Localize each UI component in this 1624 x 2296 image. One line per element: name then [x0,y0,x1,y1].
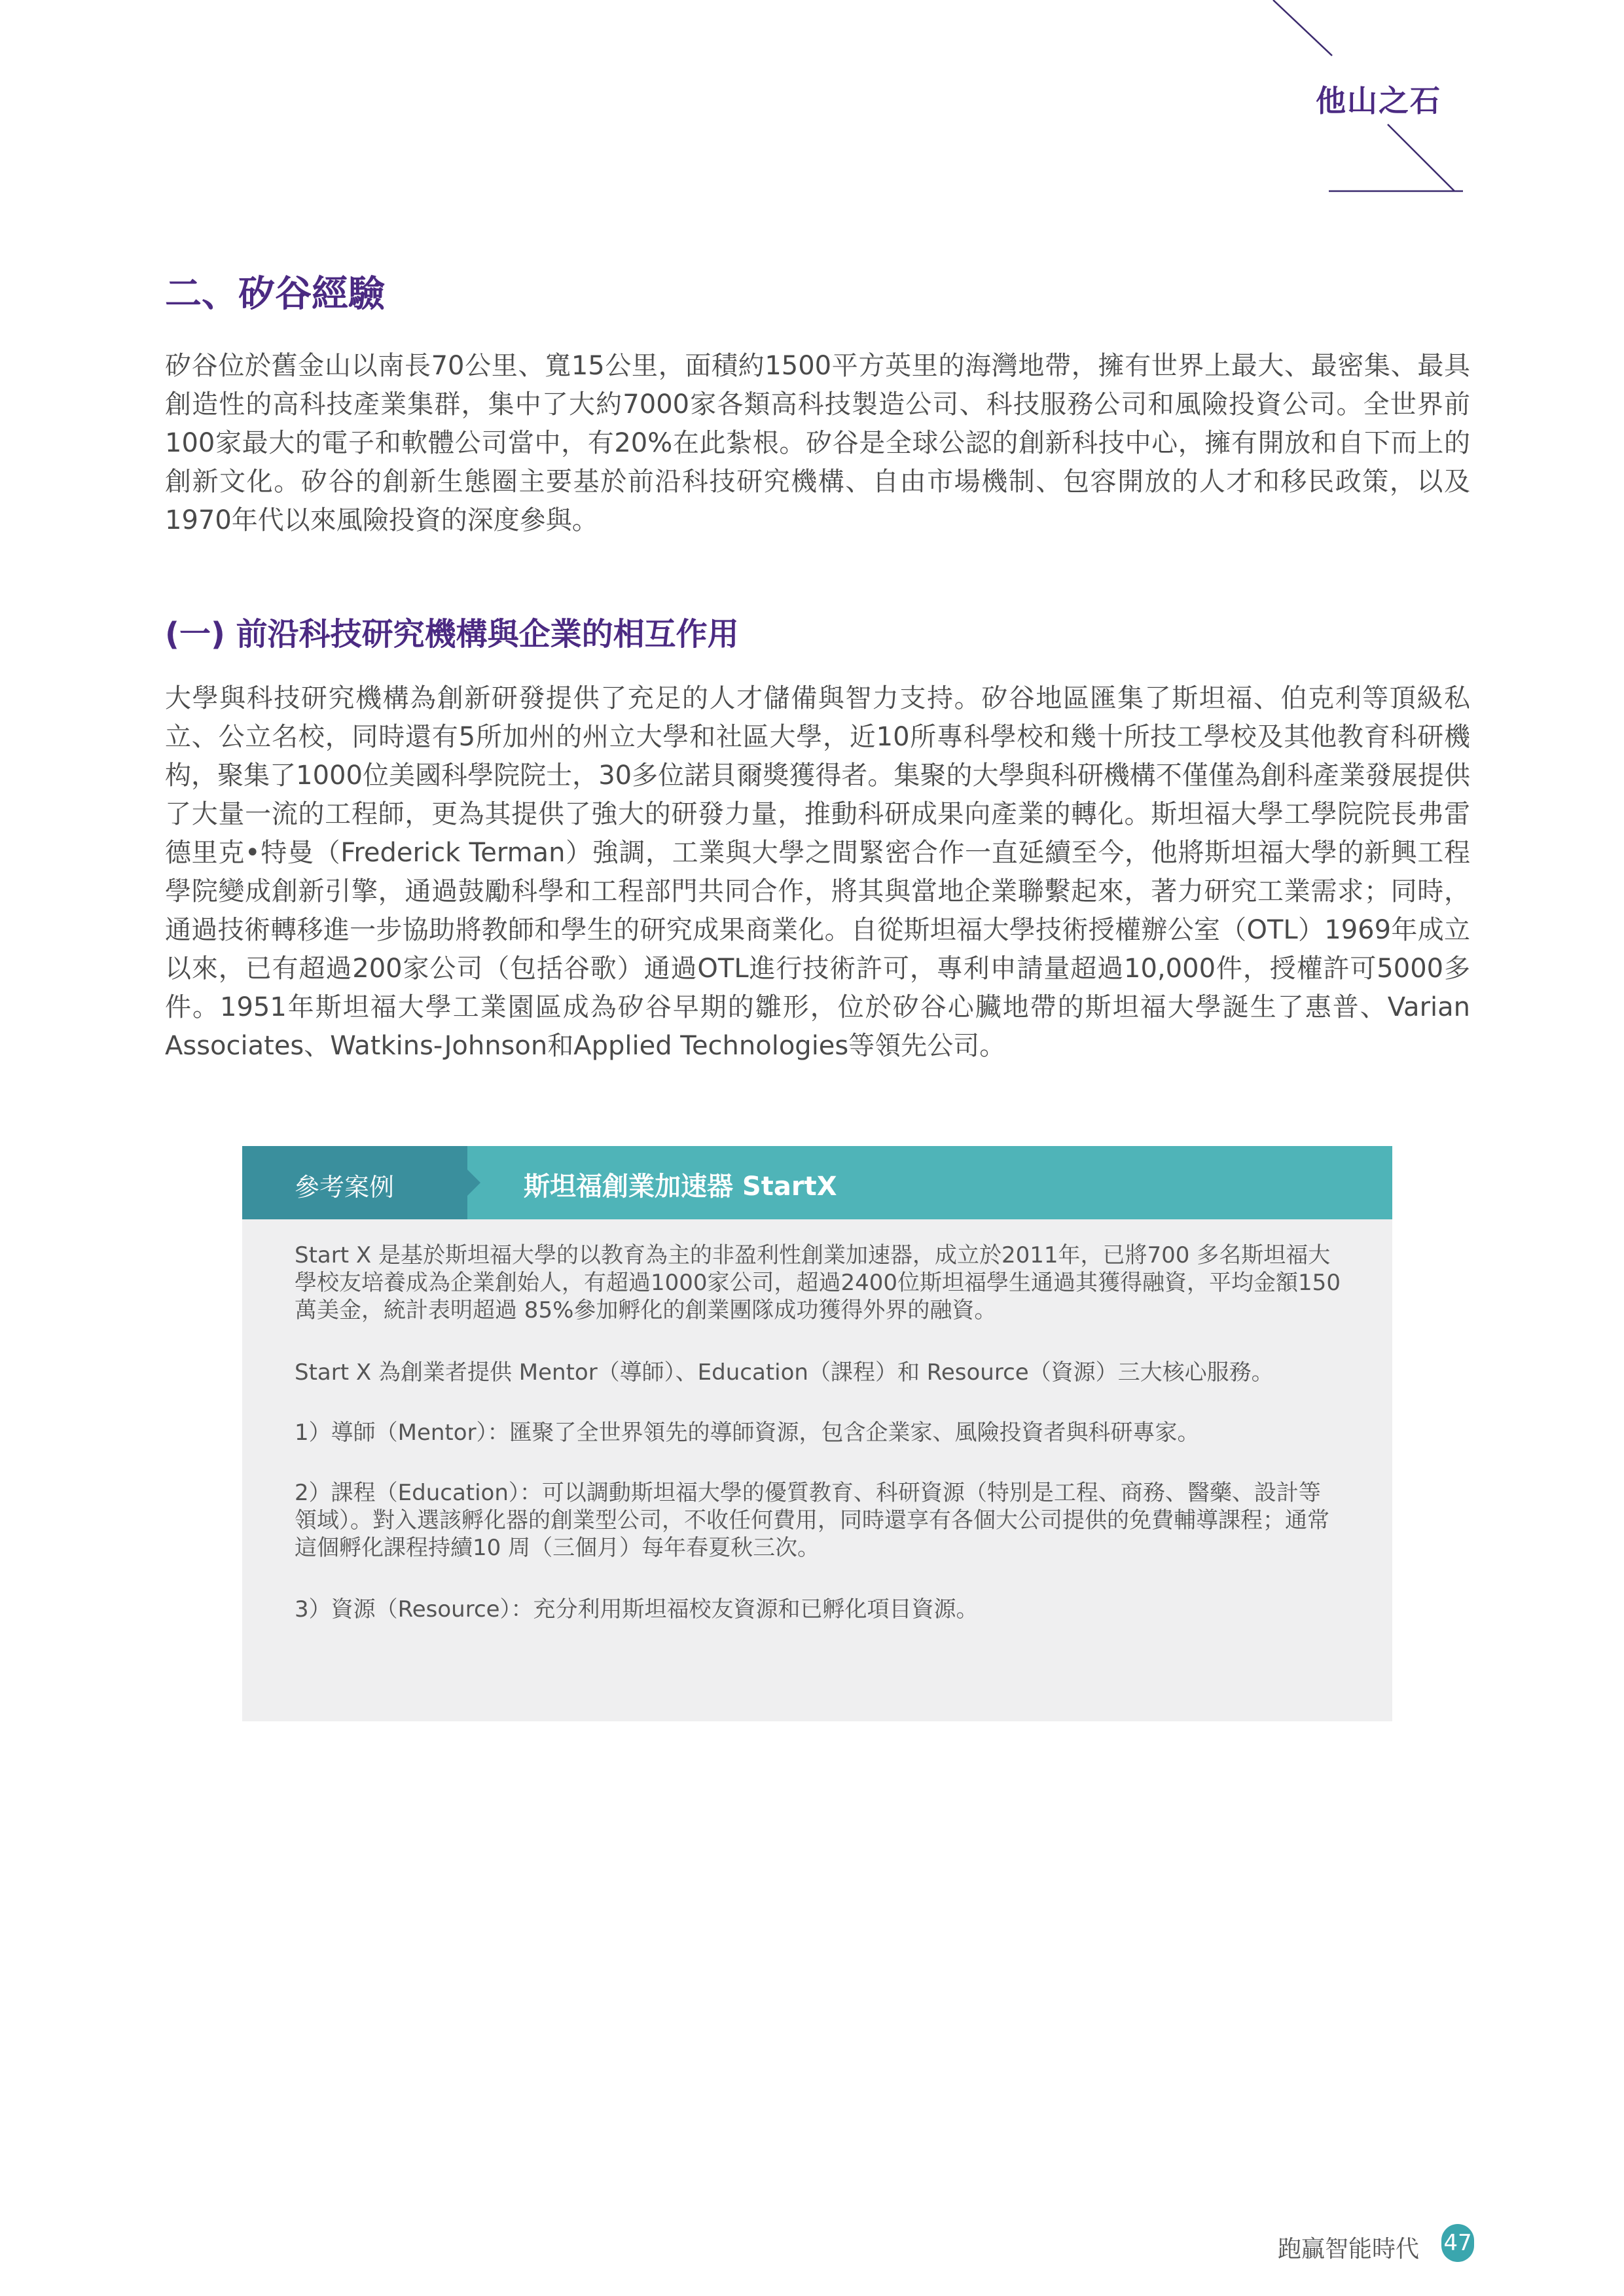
case-paragraph-education: 2）課程（Education）：可以調動斯坦福大學的優質教育、科研資源（特別是工程、商務、醫藥、設計等領域）。對入選該孵化器的創業型公司，不收任何費用，同時還享有各個大公司提供的免費輔導課程；通常這個孵化課程持續10 周（三個月）每年春夏秋三次。 [295,1480,1329,1561]
case-tag [242,1146,467,1219]
case-header-bar [242,1146,1392,1219]
case-tag-label: 參考案例 [295,1173,395,1202]
deco-line-top [1273,0,1332,56]
subsection-title: (一) 前沿科技研究機構與企業的相互作用 [165,616,739,653]
case-tag-arrow-icon [467,1170,480,1196]
deco-line-bottom [1388,124,1454,191]
section-label: 他山之石 [1316,83,1441,118]
case-paragraph-mentor: 1）導師（Mentor）：匯聚了全世界領先的導師資源，包含企業家、風險投資者與科研專家。 [295,1420,1200,1446]
reference-case-box [242,1146,1392,1721]
case-paragraph-overview: Start X 是基於斯坦福大學的以教育為主的非盈利性創業加速器，成立於2011年，已將700 多名斯坦福大學校友培養成為企業創始人，有超過1000家公司，超過2400位斯坦福學生通過其獲得融資，平均金額150 萬美金，統計表明超過 85%參加孵化的創業團隊成功獲得外界的融資。 [295,1242,1341,1323]
footer-publication-title: 跑贏智能時代 [1278,2236,1420,2263]
case-paragraph-services: Start X 為創業者提供 Mentor（導師）、Education（課程）和 Resource（資源）三大核心服務。 [295,1359,1274,1386]
case-paragraph-resource: 3）資源（Resource）：充分利用斯坦福校友資源和已孵化項目資源。 [295,1596,979,1623]
page-number-badge: 47 [1441,2224,1474,2262]
intro-paragraph: 矽谷位於舊金山以南長70公里、寬15公里，面積約1500平方英里的海灣地帶，擁有世界上最大、最密集、最具創造性的高科技產業集群，集中了大約7000家各類高科技製造公司、科技服務公司和風險投資公司。全世界前100家最大的電子和軟體公司當中，有20%在此紮根。矽谷是全球公認的創新科技中心，擁有開放和自下而上的創新文化。矽谷的創新生態圈主要基於前沿科技研究機構、自由市場機制、包容開放的人才和移民政策，以及1970年代以來風險投資的深度參與。 [165,351,1470,535]
body-paragraph: 大學與科技研究機構為創新研發提供了充足的人才儲備與智力支持。矽谷地區匯集了斯坦福、伯克利等頂級私立、公立名校，同時還有5所加州的州立大學和社區大學，近10所專科學校和幾十所技工學校及其他教育科研機构，聚集了1000位美國科學院院士，30多位諾貝爾獎獲得者。集聚的大學與科研機構不僅僅為創科產業發展提供了大量一流的工程師，更為其提供了強大的研發力量，推動科研成果向產業的轉化。斯坦福大學工學院院長弗雷德里克•特曼（Frederick Terman）強調，工業與大學之間緊密合作一直延續至今，他將斯坦福大學的新興工程學院變成創新引擎，通過鼓勵科學和工程部門共同合作，將其與當地企業聯繫起來，著力研究工業需求；同時，通過技術轉移進一步協助將教師和學生的研究成果商業化。自從斯坦福大學技術授權辦公室（OTL）1969年成立以來，已有超過200家公司（包括谷歌）通過OTL進行技術許可，專利申請量超過10,000件，授權許可5000多件。1951年斯坦福大學工業園區成為矽谷早期的雛形，位於矽谷心臟地帶的斯坦福大學誕生了惠普、Varian Associates、Watkins-Johnson和Applied Technologies等領先公司。 [165,683,1470,1061]
section-title: 二、矽谷經驗 [165,273,385,315]
case-title: 斯坦福創業加速器 StartX [524,1172,837,1202]
